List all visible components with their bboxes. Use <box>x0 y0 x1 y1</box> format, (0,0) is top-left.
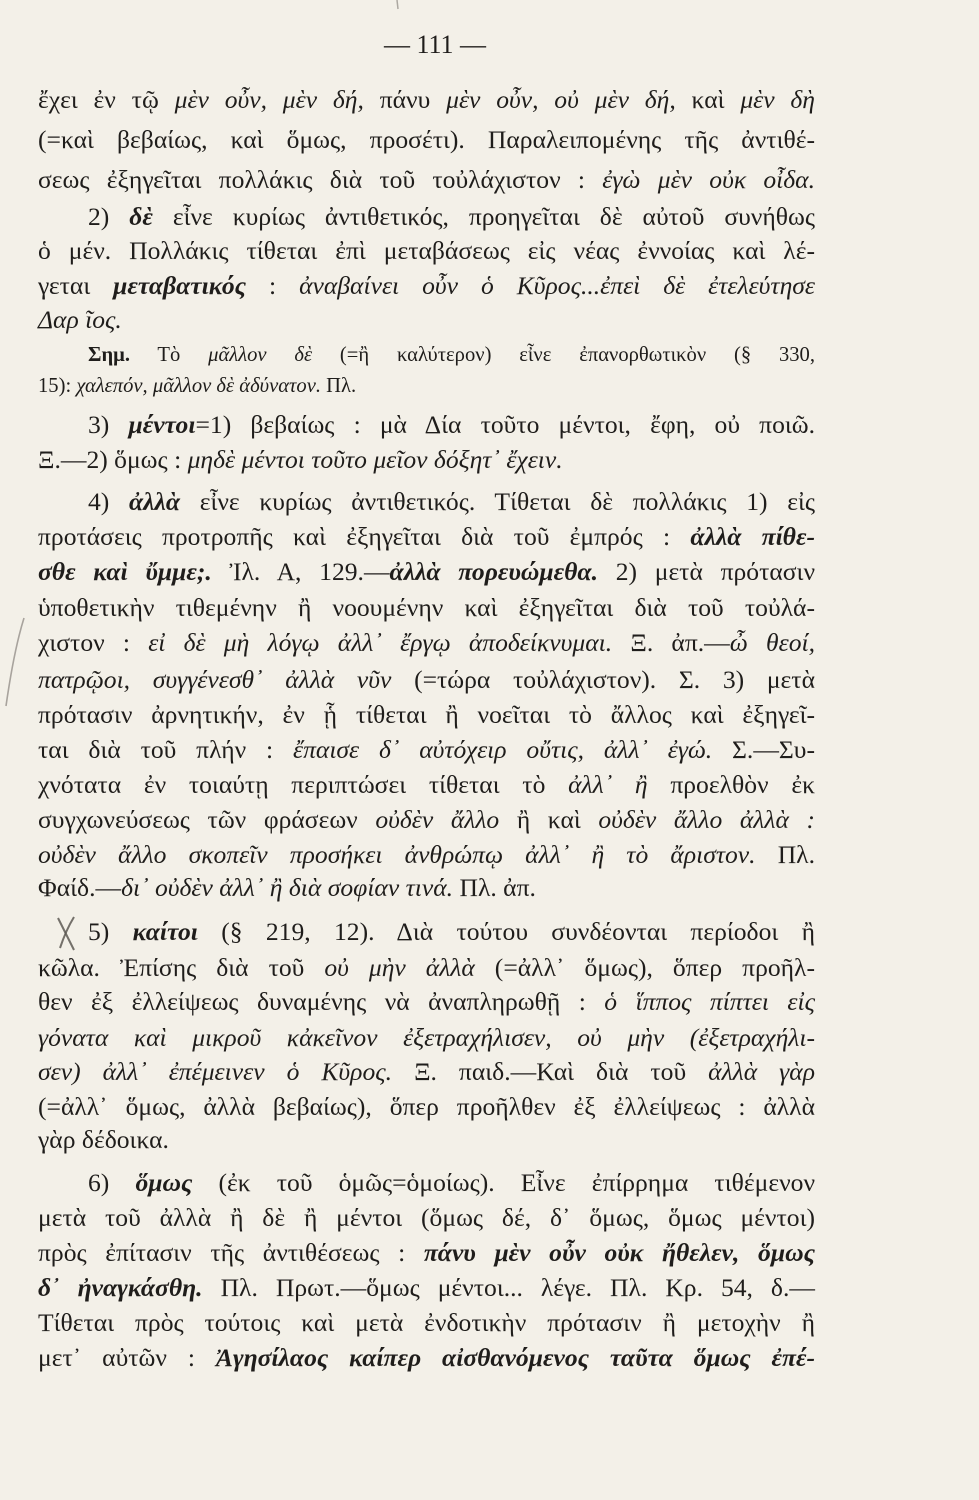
text-line <box>88 1166 815 1200</box>
roman-text: χιστον : <box>38 628 149 657</box>
roman-text: (ἐκ τοῦ ὁμῶς=ὁμοίως). Εἶνε ἐπίρρημα τιθέμενον <box>192 1168 816 1197</box>
roman-text: : <box>246 271 300 300</box>
text-line <box>38 269 815 303</box>
roman-text: Τίθεται πρὸς τούτοις καὶ μετὰ ἐνδοτικὴν πρότασιν ἢ μετοχὴν ἢ <box>38 1308 815 1337</box>
italic-text: πατρῷοι, συγγένεσθ᾽ ἀλλὰ νῦν <box>38 665 392 694</box>
text-line <box>38 1123 815 1157</box>
text-line <box>38 591 815 625</box>
roman-text: χνότατα ἐν τοιαύτῃ περιπτώσει τίθεται τὸ <box>38 770 569 799</box>
roman-text: 2) <box>88 202 130 231</box>
roman-text: Πλ. <box>755 840 815 869</box>
bold-italic-text: ἀλλὰ <box>129 487 181 516</box>
roman-text: (=ἀλλ᾽ ὅμως), ὅπερ προῆλ- <box>474 953 815 982</box>
bold-text: Σημ. <box>88 344 130 366</box>
italic-text: μηδὲ μέντοι τοῦτο μεῖον δόξητ᾽ ἔχειν. <box>187 445 563 474</box>
italic-text: μὲν οὖν, μὲν δή, <box>174 85 364 114</box>
top-pencil-tick <box>397 0 398 9</box>
roman-text: μετὰ τοῦ ἀλλὰ ἢ δὲ ἢ μέντοι (ὅμως δέ, δ᾽ ὅμως, ὅμως μέντοι) <box>38 1203 815 1232</box>
roman-text: Πλ. ἀπ. <box>453 873 536 902</box>
roman-text: Ξ. παιδ.—Καὶ διὰ τοῦ <box>392 1057 709 1086</box>
italic-text: σεν) ἀλλ᾽ ἐπέμεινεν ὁ Κῦρος. <box>38 1057 393 1086</box>
roman-text: εἶνε κυρίως ἀντιθετικός, προηγεῖται δὲ αὐτοῦ συνήθως <box>152 202 815 231</box>
italic-text: ἀναβαίνει οὖν ὁ Κῦρος...ἐπεὶ δὲ ἐτελεύτησε <box>299 271 815 300</box>
text-line <box>88 200 815 234</box>
text-line <box>38 698 815 732</box>
italic-text: οὐ μὴν ἀλλὰ <box>324 953 475 982</box>
text-line <box>38 83 815 117</box>
roman-text: 3) <box>88 410 129 439</box>
italic-text: μὲν δὴ <box>740 85 816 114</box>
italic-text: ἀλλὰ γὰρ <box>708 1057 815 1086</box>
roman-text: πάνυ <box>363 85 447 114</box>
text-line <box>38 1306 815 1340</box>
roman-text: 15): <box>38 375 77 397</box>
roman-text: εἶνε κυρίως ἀντιθετικός. Τίθεται δὲ πολλάκις 1) εἰς <box>180 487 816 516</box>
roman-text: ἢ καὶ <box>499 805 599 834</box>
roman-text: ται διὰ τοῦ πλήν : <box>38 735 293 764</box>
bold-italic-text: δὲ <box>129 202 153 231</box>
roman-text: (=τώρα τοὐλάχιστον). Σ. 3) μετὰ <box>391 665 815 694</box>
roman-text: σεως ἐξηγεῖται πολλάκις διὰ τοῦ τοὐλάχιστον : <box>38 165 603 194</box>
text-line <box>38 234 815 268</box>
roman-text: προελθὸν ἐκ <box>647 770 815 799</box>
text-line <box>88 915 815 949</box>
text-line <box>38 123 815 157</box>
text-line <box>88 338 815 372</box>
italic-text: ἀλλ᾽ ἢ <box>568 770 648 799</box>
italic-text: χαλεπόν, μᾶλλον δὲ ἀδύνατον. <box>76 375 321 397</box>
bold-italic-text: σθε καὶ ὔμμε;. <box>38 557 212 586</box>
italic-text: μᾶλλον δὲ <box>208 344 313 366</box>
italic-text: Δαρ ῖος. <box>38 305 122 334</box>
italic-text: δι᾽ οὐδὲν ἀλλ᾽ ἢ διὰ σοφίαν τινά. <box>121 873 454 902</box>
bold-italic-text: ἀλλὰ πίθε- <box>690 522 815 551</box>
roman-text: ὑποθετικὴν τιθεμένην ἢ νοουμένην καὶ ἐξηγεῖται διὰ τοῦ τοὐλά- <box>38 593 815 622</box>
roman-text: Ξ. ἀπ.— <box>612 628 730 657</box>
roman-text: συγχωνεύσεως τῶν φράσεων <box>38 805 376 834</box>
text-line <box>38 1090 815 1124</box>
roman-text: =1) βεβαίως : μὰ Δία τοῦτο μέντοι, ἔφη, οὐ ποιῶ. <box>195 410 815 439</box>
roman-text: πρὸς ἐπίτασιν τῆς ἀντιθέσεως : <box>38 1238 424 1267</box>
text-line <box>38 768 815 802</box>
italic-text: ὁ ἵππος πίπτει εἰς <box>604 987 816 1016</box>
text-line <box>38 520 815 554</box>
roman-text: κῶλα. Ἐπίσης διὰ τοῦ <box>38 953 325 982</box>
text-line <box>38 303 815 337</box>
roman-text: πρότασιν ἀρνητικήν, ἐν ᾗ τίθεται ἢ νοεῖται τὸ ἄλλος καὶ ἐξηγεῖ- <box>38 700 815 729</box>
text-line <box>88 485 815 519</box>
italic-text: οὐδὲν ἄλλο ἀλλὰ : <box>598 805 816 834</box>
roman-text: γεται <box>38 271 114 300</box>
text-line <box>38 163 815 197</box>
italic-text: οὐδὲν ἄλλο σκοπεῖν προσήκει ἀνθρώπῳ ἀλλ᾽ ἢ τὸ ἄριστον. <box>38 840 756 869</box>
text-line <box>38 871 815 905</box>
margin-x-mark-icon <box>58 917 74 950</box>
bold-italic-text: πάνυ μὲν οὖν οὐκ ἤθελεν, ὅμως <box>423 1238 815 1267</box>
bold-italic-text: καίτοι <box>132 917 198 946</box>
italic-text: ἐγὼ μὲν οὐκ οἶδα. <box>602 165 815 194</box>
italic-text: μὲν οὖν, οὐ μὲν δή, <box>446 85 676 114</box>
italic-text: ἔπαισε δ᾽ αὐτόχειρ οὔτις, ἀλλ᾽ ἐγώ. <box>292 735 713 764</box>
text-line <box>88 408 815 442</box>
italic-text: ὦ θεοί, <box>729 628 816 657</box>
roman-text: (=ἀλλ᾽ ὅμως, ἀλλὰ βεβαίως), ὅπερ προῆλθεν ἐξ ἐλλείψεως : ἀλλὰ <box>38 1092 815 1121</box>
roman-text: (=καὶ βεβαίως, καὶ ὅμως, προσέτι). Παραλειπομένης τῆς ἀντιθέ- <box>38 125 815 154</box>
page-number: — 111 — <box>383 30 487 59</box>
text-line <box>38 555 815 589</box>
text-line <box>38 951 815 985</box>
text-line <box>38 1236 815 1270</box>
roman-text: Πλ. Πρωτ.—ὅμως μέντοι... λέγε. Πλ. Κρ. 54, δ.— <box>202 1273 815 1302</box>
roman-text: 6) <box>88 1168 136 1197</box>
roman-text: Ξ.—2) ὅμως : <box>38 445 188 474</box>
roman-text: Σ.—Συ- <box>712 735 816 764</box>
roman-text: 5) <box>88 917 133 946</box>
text-line <box>38 626 815 660</box>
text-line <box>38 803 815 837</box>
roman-text: Πλ. <box>321 375 357 397</box>
roman-text: ἔχει ἐν τῷ <box>38 85 175 114</box>
roman-text: ὁ μέν. Πολλάκις τίθεται ἐπὶ μεταβάσεως εἰς νέας ἐννοίας καὶ λέ- <box>38 236 815 265</box>
italic-text: οὐδὲν ἄλλο <box>375 805 500 834</box>
text-line <box>38 663 815 697</box>
text-line <box>38 1341 815 1375</box>
roman-text: καὶ <box>675 85 741 114</box>
bold-italic-text: ὅμως <box>135 1168 193 1197</box>
text-line <box>38 443 815 477</box>
roman-text: Φαίδ.— <box>38 873 122 902</box>
bold-italic-text: μέντοι <box>128 410 196 439</box>
roman-text: 4) <box>88 487 129 516</box>
roman-text: 2) μετὰ πρότασιν <box>598 557 816 586</box>
roman-text: (§ 219, 12). Διὰ τούτου συνδέονται περίοδοι ἢ <box>197 917 816 946</box>
text-line <box>38 369 815 403</box>
roman-text: Ἰλ. Α, 129.— <box>211 557 390 586</box>
roman-text: μετ᾽ αὐτῶν : <box>38 1343 216 1372</box>
bold-italic-text: μεταβατικός <box>113 271 247 300</box>
text-line <box>38 838 815 872</box>
text-line <box>38 1021 815 1055</box>
roman-text: (=ἢ καλύτερον) εἶνε ἐπανορθωτικὸν (§ 330, <box>312 344 815 366</box>
text-line <box>38 1055 815 1089</box>
text-line <box>38 1271 815 1305</box>
italic-text: εἰ δὲ μὴ λόγῳ ἀλλ᾽ ἔργῳ ἀποδείκνυμαι. <box>148 628 613 657</box>
text-line <box>38 1201 815 1235</box>
text-line <box>38 985 815 1019</box>
bold-italic-text: Ἀγησίλαος καίπερ αἰσθανόμενος ταῦτα ὅμως ἐπέ- <box>215 1343 815 1372</box>
bold-italic-text: δ᾽ ἠναγκάσθη. <box>38 1273 203 1302</box>
roman-text: προτάσεις προτροπῆς καὶ ἐξηγεῖται διὰ τοῦ ἐμπρός : <box>38 522 691 551</box>
roman-text: γὰρ δέδοικα. <box>38 1125 169 1154</box>
italic-text: γόνατα καὶ μικροῦ κἀκεῖνον ἐξετραχήλισεν, οὐ μὴν (ἐξετραχήλι- <box>38 1023 815 1052</box>
margin-pencil-line <box>6 618 24 706</box>
roman-text: Τὸ <box>129 344 209 366</box>
roman-text: θεν ἐξ ἐλλείψεως δυναμένης νὰ ἀναπληρωθῇ : <box>38 987 605 1016</box>
bold-italic-text: ἀλλὰ πορευώμεθα. <box>389 557 598 586</box>
text-line <box>38 733 815 767</box>
